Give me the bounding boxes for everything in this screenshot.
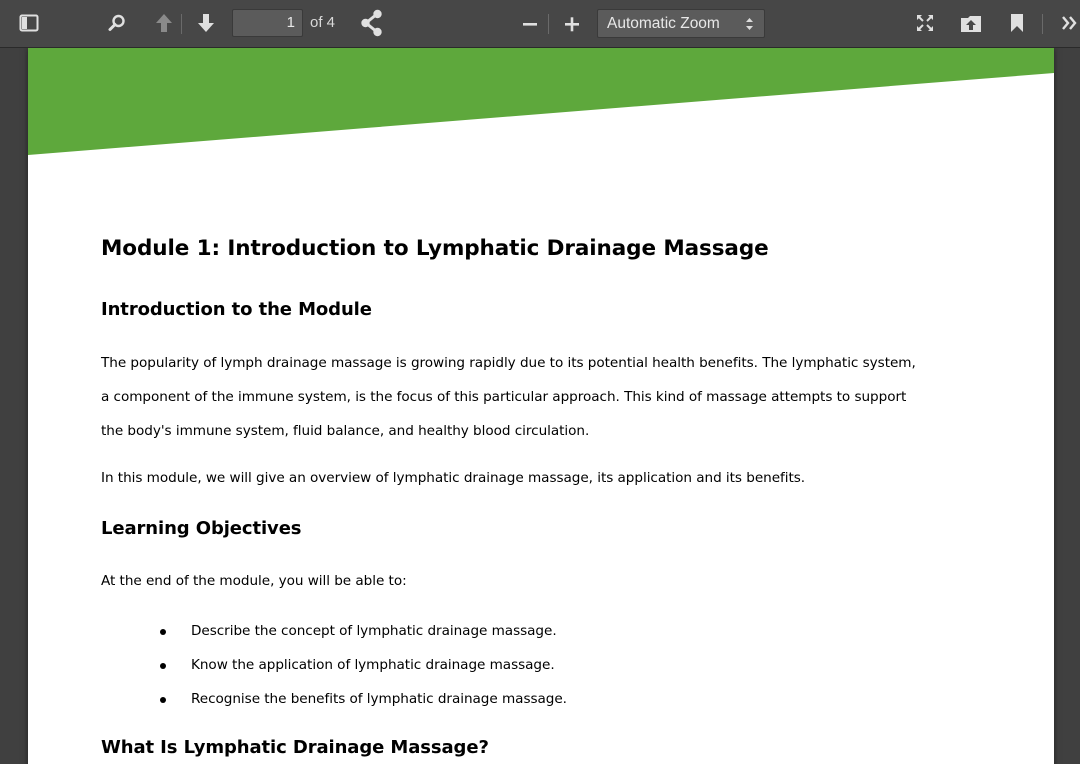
pdf-page — [28, 48, 1054, 764]
toolbar-separator — [181, 14, 182, 34]
bookmark-icon[interactable] — [1005, 8, 1029, 38]
open-folder-icon[interactable] — [957, 8, 985, 38]
intro-paragraph-line: the body's immune system, fluid balance, and healthy blood circulation. — [101, 423, 590, 439]
toolbar-separator — [548, 14, 549, 34]
intro-heading: Introduction to the Module — [101, 299, 372, 320]
double-chevron-right-icon[interactable] — [1058, 8, 1080, 38]
objectives-intro: At the end of the module, you will be able to: — [101, 573, 407, 589]
page-number-input[interactable]: 1 — [232, 9, 303, 37]
pdf-toolbar — [0, 0, 1080, 48]
zoom-select-value: Automatic Zoom — [607, 15, 720, 32]
list-item-text: Describe the concept of lymphatic drainage massage. — [191, 623, 557, 639]
document-viewer[interactable] — [0, 48, 1080, 764]
document-title: Module 1: Introduction to Lymphatic Drainage Massage — [101, 236, 769, 261]
list-item-text: Recognise the benefits of lymphatic drainage massage. — [191, 691, 567, 707]
green-header-banner — [28, 48, 1054, 158]
arrow-up-icon[interactable] — [152, 8, 176, 38]
intro-paragraph-line: a component of the immune system, is the focus of this particular approach. This kind of massage attempts to support — [101, 389, 907, 405]
list-item-text: Know the application of lymphatic drainage massage. — [191, 657, 555, 673]
arrow-down-icon[interactable] — [194, 8, 218, 38]
toolbar-separator — [1042, 14, 1043, 34]
section-heading: What Is Lymphatic Drainage Massage? — [101, 737, 489, 758]
search-icon[interactable] — [104, 8, 130, 38]
fullscreen-icon[interactable] — [911, 8, 939, 38]
bullet-icon — [160, 697, 166, 703]
sidebar-toggle-icon[interactable] — [16, 8, 42, 38]
share-icon[interactable] — [358, 8, 386, 38]
overview-paragraph: In this module, we will give an overview of lymphatic drainage massage, its application and its benefits. — [101, 470, 806, 486]
bullet-icon — [160, 629, 166, 635]
updown-chevron-icon — [745, 17, 754, 31]
objectives-heading: Learning Objectives — [101, 518, 302, 539]
zoom-select[interactable] — [597, 9, 765, 38]
minus-icon[interactable] — [518, 9, 542, 39]
intro-paragraph-line: The popularity of lymph drainage massage is growing rapidly due to its potential health benefits. The lymphatic system, — [101, 355, 916, 371]
page-count-label: of 4 — [310, 14, 336, 31]
bullet-icon — [160, 663, 166, 669]
plus-icon[interactable] — [560, 9, 584, 39]
